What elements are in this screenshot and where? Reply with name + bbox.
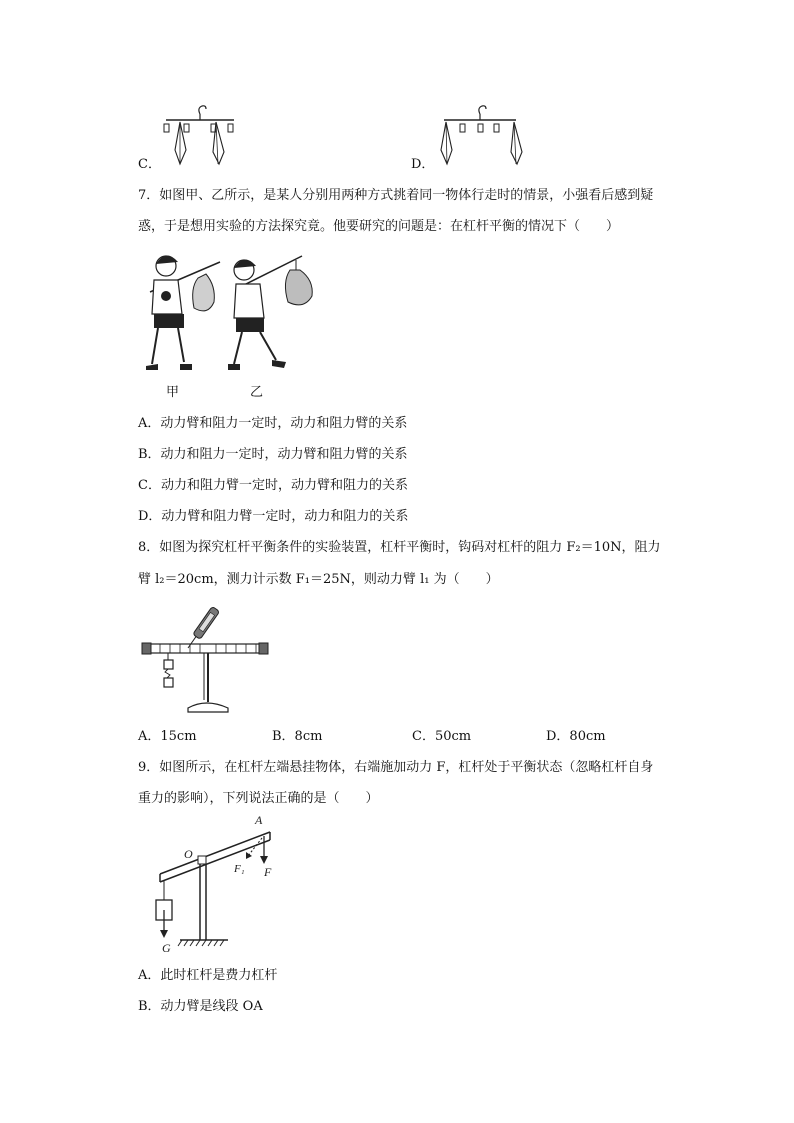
q7-option-c[interactable]: C．动力和阻力臂一定时，动力臂和阻力的关系 bbox=[138, 478, 408, 493]
q8-option-c[interactable]: C．50cm bbox=[412, 729, 472, 744]
q8-option-d[interactable]: D．80cm bbox=[546, 729, 606, 744]
q8-option-b[interactable]: B．8cm bbox=[272, 729, 323, 744]
q9-label-f: F bbox=[264, 865, 272, 879]
q6-option-c-label[interactable]: C． bbox=[138, 157, 161, 172]
q6-option-c-figure bbox=[160, 100, 240, 172]
q7-option-a[interactable]: A．动力臂和阻力一定时，动力和阻力臂的关系 bbox=[138, 416, 408, 431]
q9-stem-line2: 重力的影响），下列说法正确的是（ ） bbox=[138, 791, 379, 806]
q9-label-o: O bbox=[184, 847, 193, 861]
q7-stem-line1: 7．如图甲、乙所示，是某人分别用两种方式挑着同一物体行走时的情景，小强看后感到疑 bbox=[138, 188, 654, 203]
q9-option-a[interactable]: A．此时杠杆是费力杠杆 bbox=[138, 968, 278, 983]
q9-label-a: A bbox=[255, 813, 263, 827]
q7-stem-line2: 惑，于是想用实验的方法探究竟。他要研究的问题是：在杠杆平衡的情况下（ ） bbox=[138, 219, 620, 234]
q7-option-b[interactable]: B．动力和阻力一定时，动力臂和阻力臂的关系 bbox=[138, 447, 408, 462]
q9-label-f1: F₁ bbox=[234, 863, 245, 875]
q7-fig-label-jia: 甲 bbox=[166, 385, 180, 400]
q8-stem-line1: 8．如图为探究杠杆平衡条件的实验装置，杠杆平衡时，钩码对杠杆的阻力 F₂＝10N，阻力 bbox=[138, 540, 661, 555]
q9-stem-line1: 9．如图所示，在杠杆左端悬挂物体，右端施加动力 F，杠杆处于平衡状态（忽略杠杆自身 bbox=[138, 760, 654, 775]
q7-figure-yi bbox=[228, 248, 323, 378]
q9-option-b[interactable]: B．动力臂是线段 OA bbox=[138, 999, 263, 1014]
q7-fig-label-yi: 乙 bbox=[250, 385, 264, 400]
q7-option-d[interactable]: D．动力臂和阻力臂一定时，动力和阻力的关系 bbox=[138, 509, 409, 524]
q9-lever-figure bbox=[150, 812, 290, 954]
q7-figure-jia bbox=[140, 248, 225, 378]
q8-stem-line2: 臂 l₂＝20cm，测力计示数 F₁＝25N，则动力臂 l₁ 为（ ） bbox=[138, 572, 499, 587]
q8-lever-apparatus-figure bbox=[138, 604, 273, 714]
q6-option-d-figure bbox=[438, 100, 524, 172]
q6-option-d-label[interactable]: D． bbox=[411, 157, 435, 172]
q9-label-g: G bbox=[162, 941, 171, 954]
q8-option-a[interactable]: A．15cm bbox=[138, 729, 197, 744]
